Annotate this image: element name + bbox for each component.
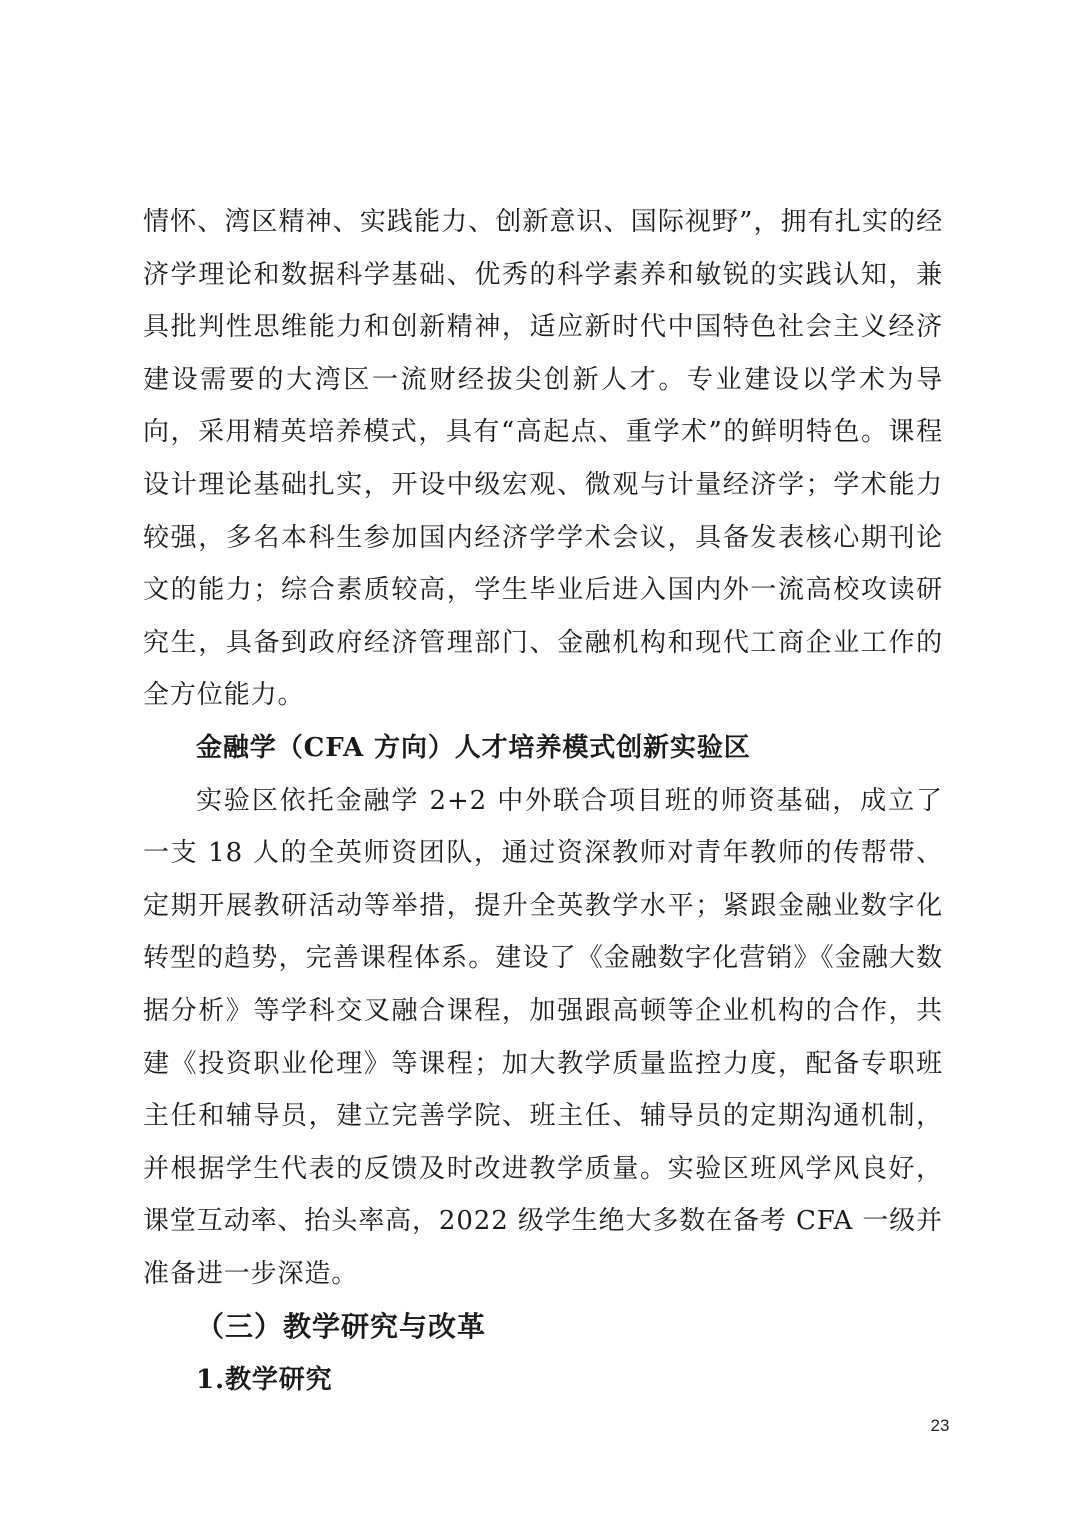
paragraph-cfa-zone: 实验区依托金融学 2+2 中外联合项目班的师资基础，成立了一支 18 人的全英师资团队，通过资深教师对青年教师的传帮带、定期开展教研活动等举措，提升全英教学水平；紧跟金融业数字化转型的趋势，完善课程体系。建设了《金融数字化营销》《金融大数据分析》等学科交叉融合课程，加强跟高顿等企业机构的合作，共建《投资职业伦理》等课程；加大教学质量监控力度，配备专职班主任和辅导员，建立完善学院、班主任、辅导员的定期沟通机制，并根据学生代表的反馈及时改进教学质量。实验区班风学风良好，课堂互动率、抬头率高，2022 级学生绝大多数在备考 CFA 一级并准备进一步深造。 xyxy=(143,785,944,1289)
paragraph-talent-goals: 情怀、湾区精神、实践能力、创新意识、国际视野”，拥有扎实的经济学理论和数据科学基础、优秀的科学素养和敏锐的实践认知，兼具批判性思维能力和创新精神，适应新时代中国特色社会主义经济建设需要的大湾区一流财经拔尖创新人才。专业建设以学术为导向，采用精英培养模式，具有“高起点、重学术”的鲜明特色。课程设计理论基础扎实，开设中级宏观、微观与计量经济学；学术能力较强，多名本科生参加国内经济学学术会议，具备发表核心期刊论文的能力；综合素质较高，学生毕业后进入国内外一流高校攻读研究生，具备到政府经济管理部门、金融机构和现代工商企业工作的全方位能力。 xyxy=(143,207,943,711)
page-content xyxy=(143,196,943,1407)
section-heading-teaching-research-reform: （三）教学研究与改革 xyxy=(196,1310,487,1344)
subsection-heading-teaching-research: 1.教学研究 xyxy=(196,1365,333,1396)
heading-cfa-experimental-zone: 金融学（CFA 方向）人才培养模式创新实验区 xyxy=(196,732,751,763)
page-number: 23 xyxy=(930,1416,950,1435)
